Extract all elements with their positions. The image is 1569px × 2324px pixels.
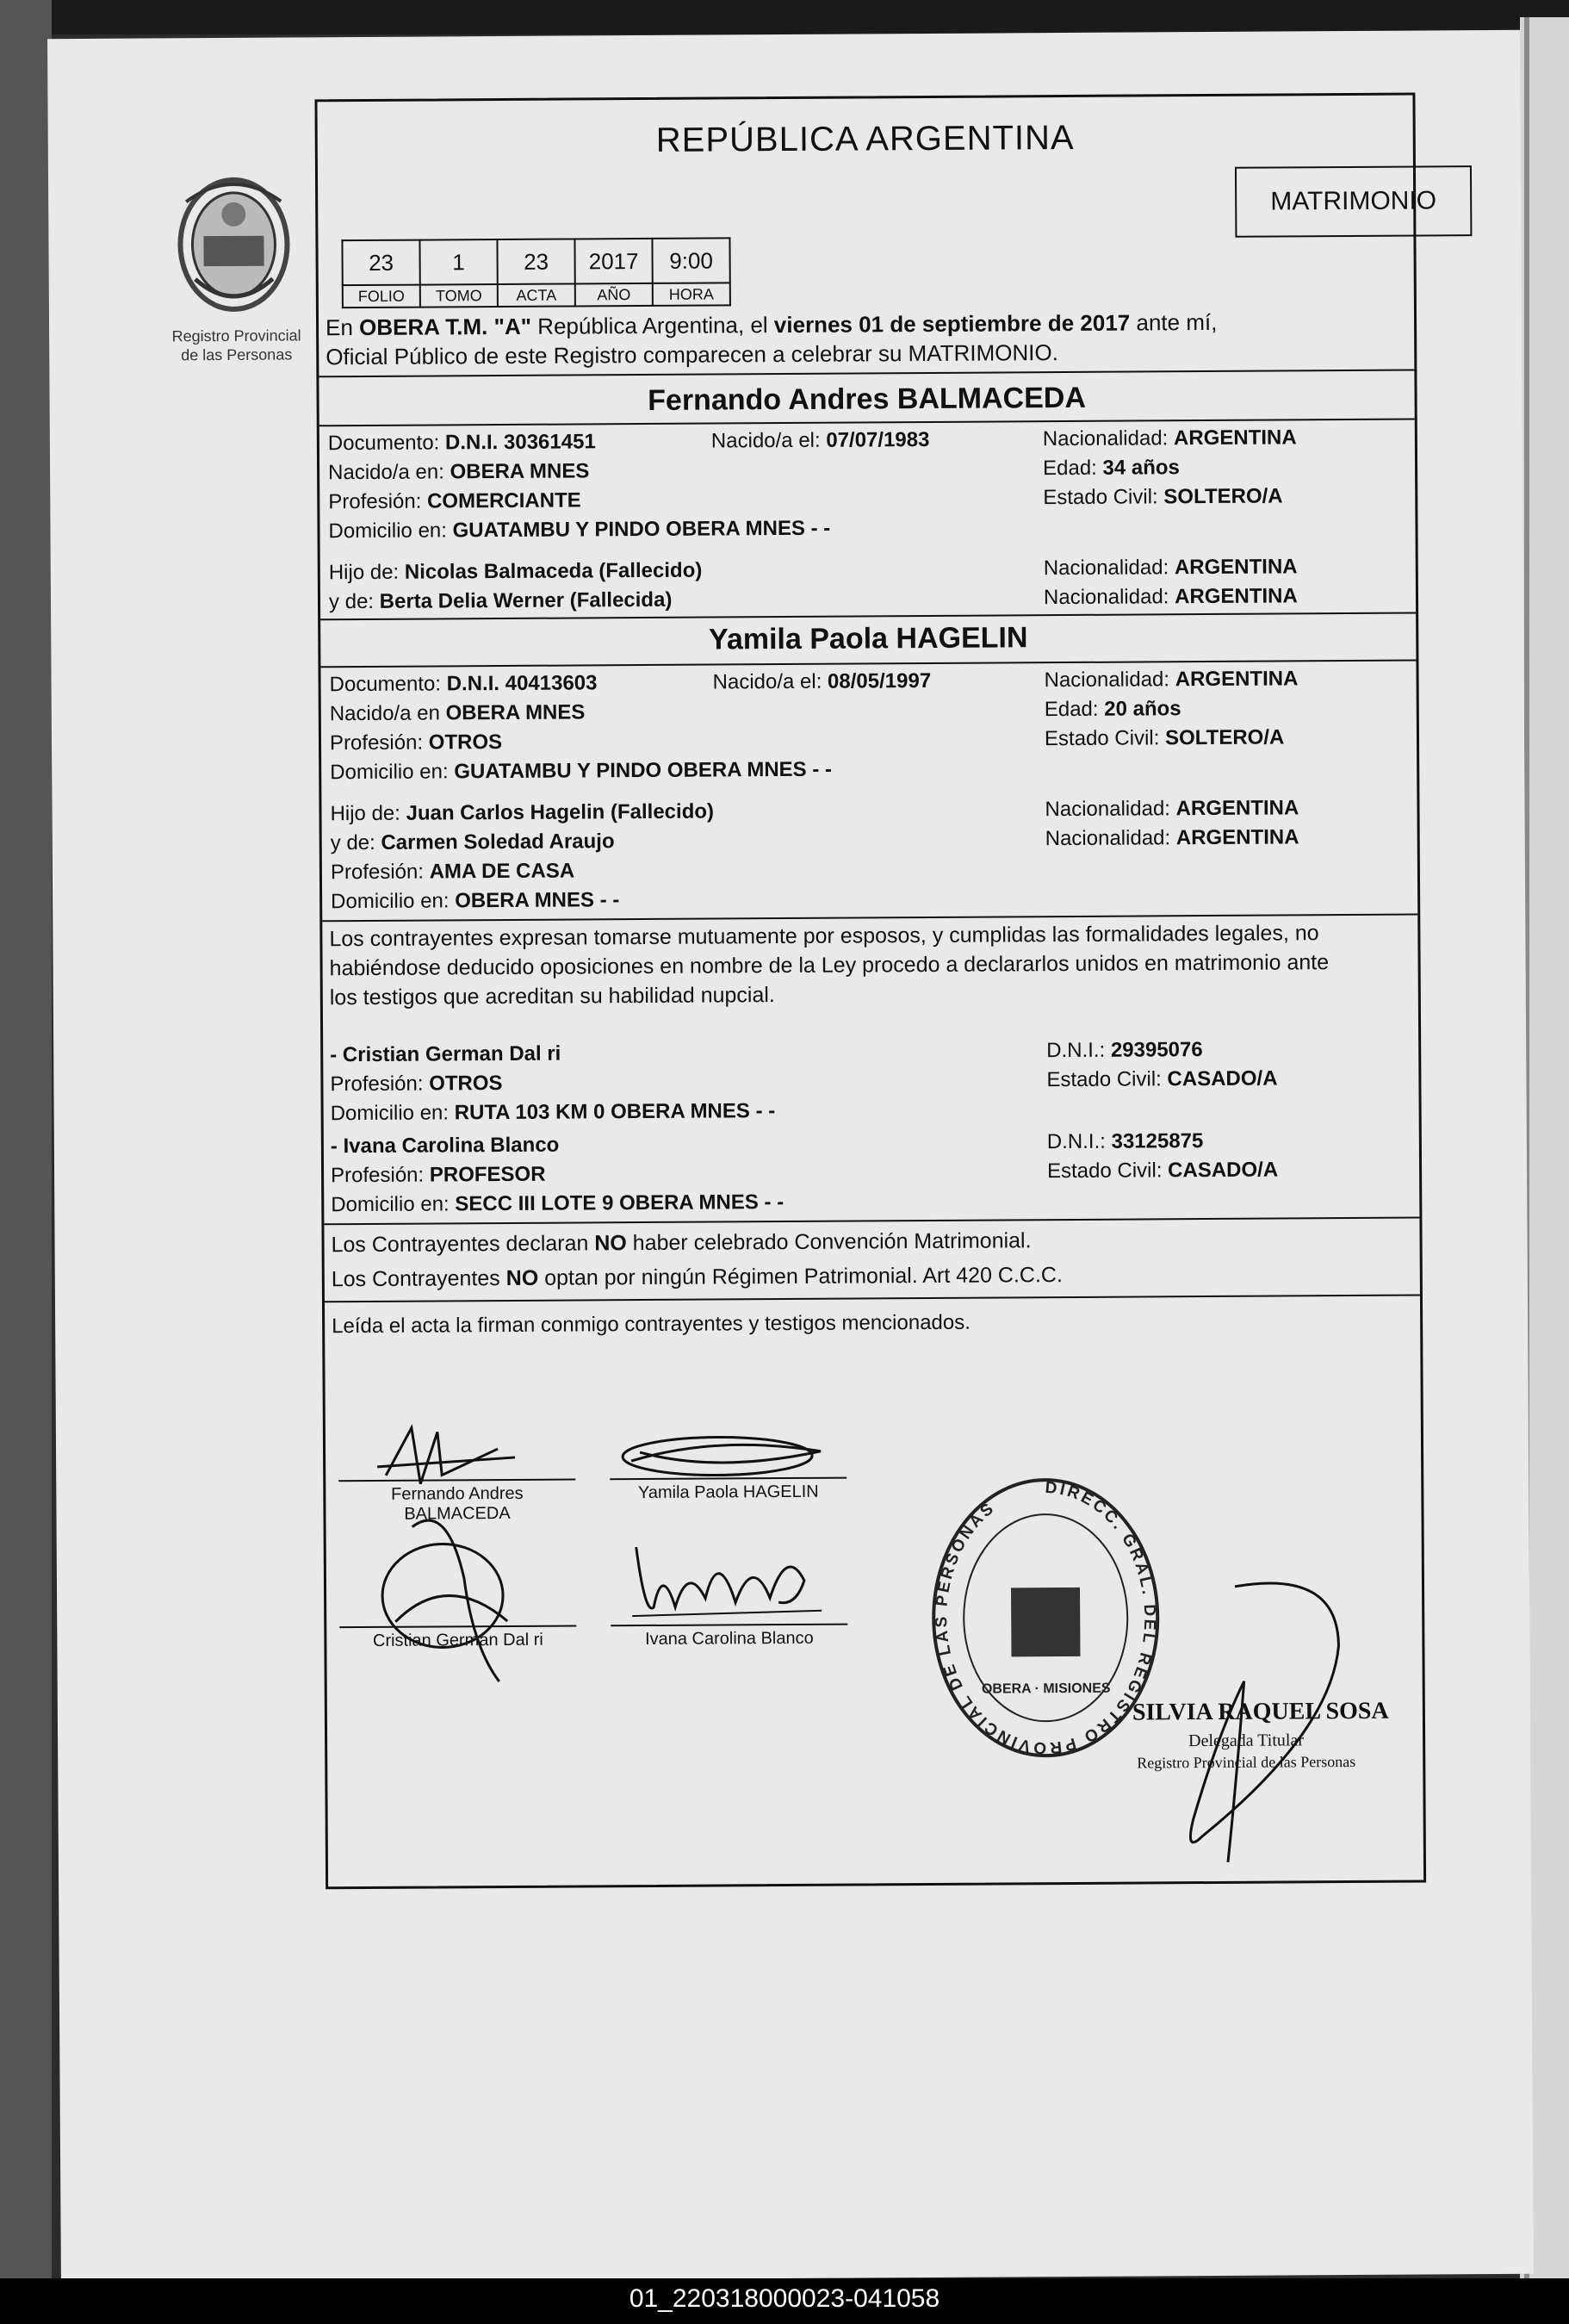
seal-inner-text: OBERA · MISIONES [981, 1681, 1111, 1697]
witness2-signature-caption: Ivana Carolina Blanco [644, 1628, 814, 1650]
bride-document: Documento: D.N.I. 40413603 [329, 671, 598, 697]
groom-profession: Profesión: COMERCIANTE [328, 488, 581, 514]
groom-birthdate: Nacido/a el: 07/07/1983 [710, 427, 930, 453]
bride-profession: Profesión: OTROS [329, 730, 503, 755]
year-value: 2017 [574, 239, 652, 284]
groom-age: Edad: 34 años [1042, 456, 1180, 481]
tomo-label: TOMO [420, 284, 498, 308]
groom-civil-status: Estado Civil: SOLTERO/A [1043, 484, 1283, 510]
bride-nationality: Nacionalidad: ARGENTINA [1044, 667, 1299, 693]
official-title: Delegada Titular [1188, 1731, 1305, 1751]
witness2-civil-status: Estado Civil: CASADO/A [1046, 1158, 1279, 1184]
intro-paragraph [326, 307, 1411, 372]
emblem-caption-line1: Registro Provincial [171, 326, 301, 345]
registry-table [341, 237, 730, 308]
bride-age: Edad: 20 años [1044, 697, 1181, 722]
seal-ring-text: DIRECC. GRAL. DEL REGISTRO PROVINCIAL DE LAS PERSONAS [933, 1478, 1159, 1757]
bride-father-nationality: Nacionalidad: ARGENTINA [1045, 796, 1299, 822]
bride-mother-address: Domicilio en: OBERA MNES - - [331, 888, 620, 914]
bride-civil-status: Estado Civil: SOLTERO/A [1044, 725, 1285, 751]
witness1-signature-caption: Cristian German Dal ri [372, 1630, 543, 1650]
hour-value: 9:00 [652, 238, 729, 283]
witness2-profession: Profesión: PROFESOR [331, 1162, 546, 1188]
bride-signature [614, 1426, 838, 1488]
year-label: AÑO [575, 283, 653, 307]
tomo-value: 1 [419, 239, 497, 285]
document-id-caption: 01_220318000023-041058 [629, 2284, 940, 2313]
groom-document: Documento: D.N.I. 30361451 [327, 430, 596, 456]
witness2-address: Domicilio en: SECC III LOTE 9 OBERA MNES - - [331, 1190, 784, 1217]
acta-value: 23 [497, 239, 574, 284]
groom-address: Domicilio en: GUATAMBU Y PINDO OBERA MNES - - [328, 516, 831, 544]
divider [325, 1295, 1420, 1303]
official-name: SILVIA RAQUEL SOSA [1132, 1697, 1389, 1726]
intro-date: viernes 01 de septiembre de 2017 [773, 309, 1131, 339]
groom-mother-nationality: Nacionalidad: ARGENTINA [1043, 584, 1298, 610]
bride-mother-profession: Profesión: AMA DE CASA [330, 859, 575, 885]
official-office: Registro Provincial de las Personas [1137, 1752, 1356, 1772]
bride-birthdate: Nacido/a el: 08/05/1997 [712, 668, 932, 694]
witness2-dni: D.N.I.: 33125875 [1046, 1129, 1204, 1154]
hour-label: HORA [653, 283, 730, 306]
emblem-caption [140, 326, 333, 364]
bride-address: Domicilio en: GUATAMBU Y PINDO OBERA MNES - - [330, 757, 833, 785]
witness1-profession: Profesión: OTROS [330, 1072, 503, 1097]
groom-father-nationality: Nacionalidad: ARGENTINA [1043, 555, 1298, 581]
declaration-line-2: habiéndose deducido oposiciones en nombre de la Ley procedo a declararlos unidos en matrimonio ante [329, 950, 1330, 981]
bride-father: Hijo de: Juan Carlos Hagelin (Fallecido) [330, 799, 715, 826]
folio-value: 23 [342, 240, 419, 286]
document-type-label: MATRIMONIO [1270, 186, 1437, 216]
regime-line-2: Los Contrayentes NO optan por ningún Régimen Patrimonial. Art 420 C.C.C. [331, 1263, 1063, 1292]
emblem-caption-line2: de las Personas [181, 345, 293, 364]
declaration-paragraph [329, 918, 1417, 1013]
intro-text-2: República Argentina, el [530, 312, 774, 339]
folio-label: FOLIO [343, 285, 420, 308]
certificate-page [47, 30, 1534, 2283]
bride-name: Yamila Paola HAGELIN [708, 621, 1028, 656]
groom-father: Hijo de: Nicolas Balmaceda (Fallecido) [328, 558, 703, 585]
bride-signature-caption: Yamila Paola HAGELIN [637, 1482, 819, 1503]
bride-mother: y de: Carmen Soledad Araujo [330, 830, 615, 855]
background-top [0, 0, 1569, 34]
bride-mother-nationality: Nacionalidad: ARGENTINA [1045, 825, 1299, 851]
intro-text-1: En [325, 314, 360, 341]
witness1-dni: D.N.I.: 29395076 [1046, 1038, 1203, 1063]
background-left [0, 0, 52, 2324]
intro-place: OBERA T.M. "A" [359, 313, 532, 341]
witness1-civil-status: Estado Civil: CASADO/A [1046, 1066, 1278, 1092]
document-type-box [1235, 165, 1472, 238]
witness1-name: - Cristian German Dal ri [330, 1041, 561, 1067]
witness2-signature [623, 1529, 831, 1633]
witness2-name: - Ivana Carolina Blanco [330, 1133, 560, 1159]
intro-text-3: ante mí, [1130, 308, 1218, 336]
groom-signature-caption: Fernando Andres BALMACEDA [391, 1483, 524, 1524]
groom-mother: y de: Berta Delia Werner (Fallecida) [328, 587, 673, 614]
witness1-address: Domicilio en: RUTA 103 KM 0 OBERA MNES - - [330, 1099, 776, 1126]
groom-nationality: Nacionalidad: ARGENTINA [1042, 426, 1297, 451]
bride-birthplace: Nacido/a en OBERA MNES [329, 700, 586, 726]
acta-label: ACTA [498, 283, 575, 307]
groom-birthplace: Nacido/a en: OBERA MNES [328, 459, 590, 485]
declaration-line-3: los testigos que acreditan su habilidad nupcial. [329, 983, 775, 1010]
regime-line-1: Los Contrayentes declaran NO haber celebrado Convención Matrimonial. [331, 1228, 1032, 1258]
certificate-frame [314, 93, 1437, 1890]
groom-name: Fernando Andres BALMACEDA [648, 381, 1087, 417]
groom-signature [360, 1423, 551, 1700]
closing-statement: Leída el acta la firman conmigo contrayentes y testigos mencionados. [332, 1310, 971, 1339]
intro-text-4: Oficial Público de este Registro comparecen a celebrar su MATRIMONIO. [326, 339, 1058, 370]
country-title: REPÚBLICA ARGENTINA [655, 118, 1075, 159]
province-emblem-icon [160, 166, 307, 322]
declaration-line-1: Los contrayentes expresan tomarse mutuamente por esposos, y cumplidas las formalidades legales, no [329, 921, 1319, 952]
